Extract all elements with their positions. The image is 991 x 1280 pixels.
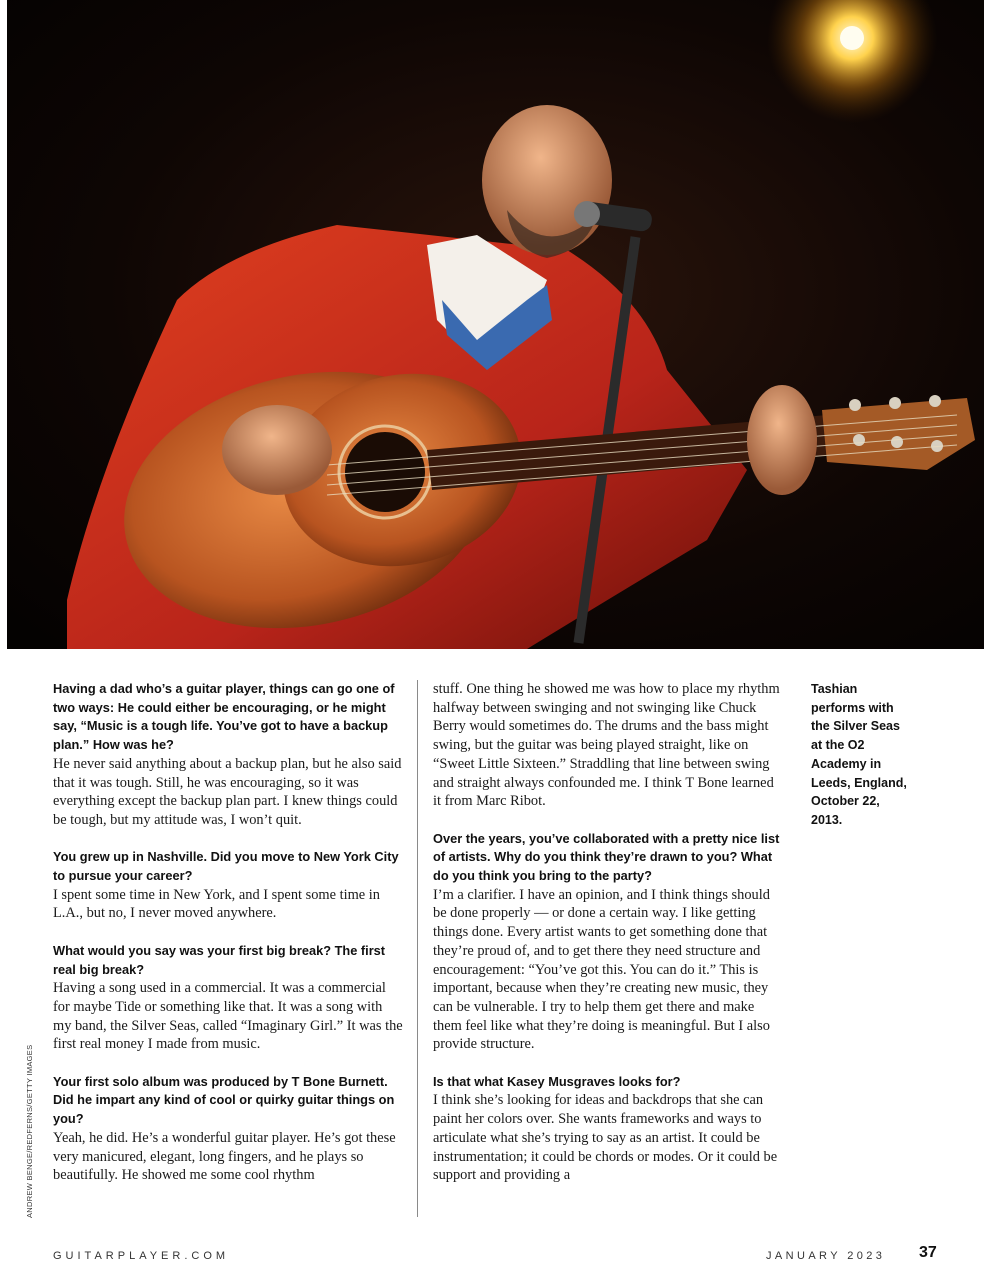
question: Over the years, you’ve collaborated with a pretty nice list of artists. Why do you think they’re drawn to you? What do you think you bring to the party?	[433, 830, 780, 884]
qa-block	[433, 1073, 783, 1185]
photo-credit: ANDREW BENGE/REDFERNS/GETTY IMAGES	[25, 1044, 34, 1218]
question: You grew up in Nashville. Did you move to New York City to pursue your career?	[53, 849, 399, 884]
qa-block	[433, 830, 783, 1054]
answer-continuation: stuff. One thing he showed me was how to place my rhythm halfway between swinging and not swinging like Chuck Berry would sometimes do. The drums and the bass might swing, but the guitar was being played straight, like on “Sweet Little Sixteen.” Straddling that line between swing and straight always confounded me. I think T Bone learned it from Marc Ribot.	[433, 681, 780, 810]
answer: Yeah, he did. He’s a wonderful guitar player. He’s got these very manicured, elegant, long fingers, and he plays so beautifully. He showed me some cool rhythm	[53, 1129, 396, 1184]
footer-site: GUITARPLAYER.COM	[53, 1250, 230, 1262]
qa-block	[53, 1073, 403, 1185]
answer: I spent some time in New York, and I spent some time in L.A., but no, I never moved anywhere.	[53, 886, 380, 922]
page-number: 37	[919, 1244, 937, 1261]
question: What would you say was your first big break? The first real big break?	[53, 942, 386, 977]
photo-illustration	[7, 0, 984, 649]
question: Having a dad who’s a guitar player, things can go one of two ways: He could either be encouraging, or he might say, “Music is a tough life. You’ve got to have a backup plan.” How was he?	[53, 681, 395, 753]
question: Your first solo album was produced by T Bone Burnett. Did he impart any kind of cool or quirky guitar things on you?	[53, 1073, 395, 1127]
answer: Having a song used in a commercial. It was a commercial for maybe Tide or something like that. It was a song with my band, the Silver Seas, called “Imaginary Girl.” It was the first real money I made from music.	[53, 980, 403, 1053]
column-divider	[417, 680, 418, 1217]
concert-photo	[7, 0, 984, 649]
photo-caption: Tashian performs with the Silver Seas at the O2 Academy in Leeds, England, October 22, 2013.	[811, 682, 907, 827]
qa-block	[53, 680, 403, 830]
answer: I’m a clarifier. I have an opinion, and I think things should be done properly — or done a certain way. I like getting things done. Every artist wants to get something done that they’re proud of, and to get there they need structure and encouragement: “You’ve got this. You can do it.” This is important, because when they’re creating new music, they can be vulnerable. I try to help them get there and make them feel like what they’re doing is meaningful. But I also provide structure.	[433, 886, 770, 1053]
answer: I think she’s looking for ideas and backdrops that she can paint her colors over. She wants frameworks and ways to articulate what she’s trying to say as an artist. It could be instrumentation; it could be chords or modes. Or it could be support and providing a	[433, 1092, 778, 1184]
answer: He never said anything about a backup plan, but he also said that it was tough. Still, he was encouraging, so it was everything except the backup plan part. I knew things could be tough, but my attitude was, I won’t quit.	[53, 755, 402, 828]
question: Is that what Kasey Musgraves looks for?	[433, 1073, 681, 1089]
footer-date: JANUARY 2023	[766, 1250, 886, 1262]
qa-block	[53, 942, 403, 1054]
qa-block	[53, 848, 403, 923]
article-column-1	[53, 680, 403, 1204]
article-column-2	[433, 680, 783, 1204]
